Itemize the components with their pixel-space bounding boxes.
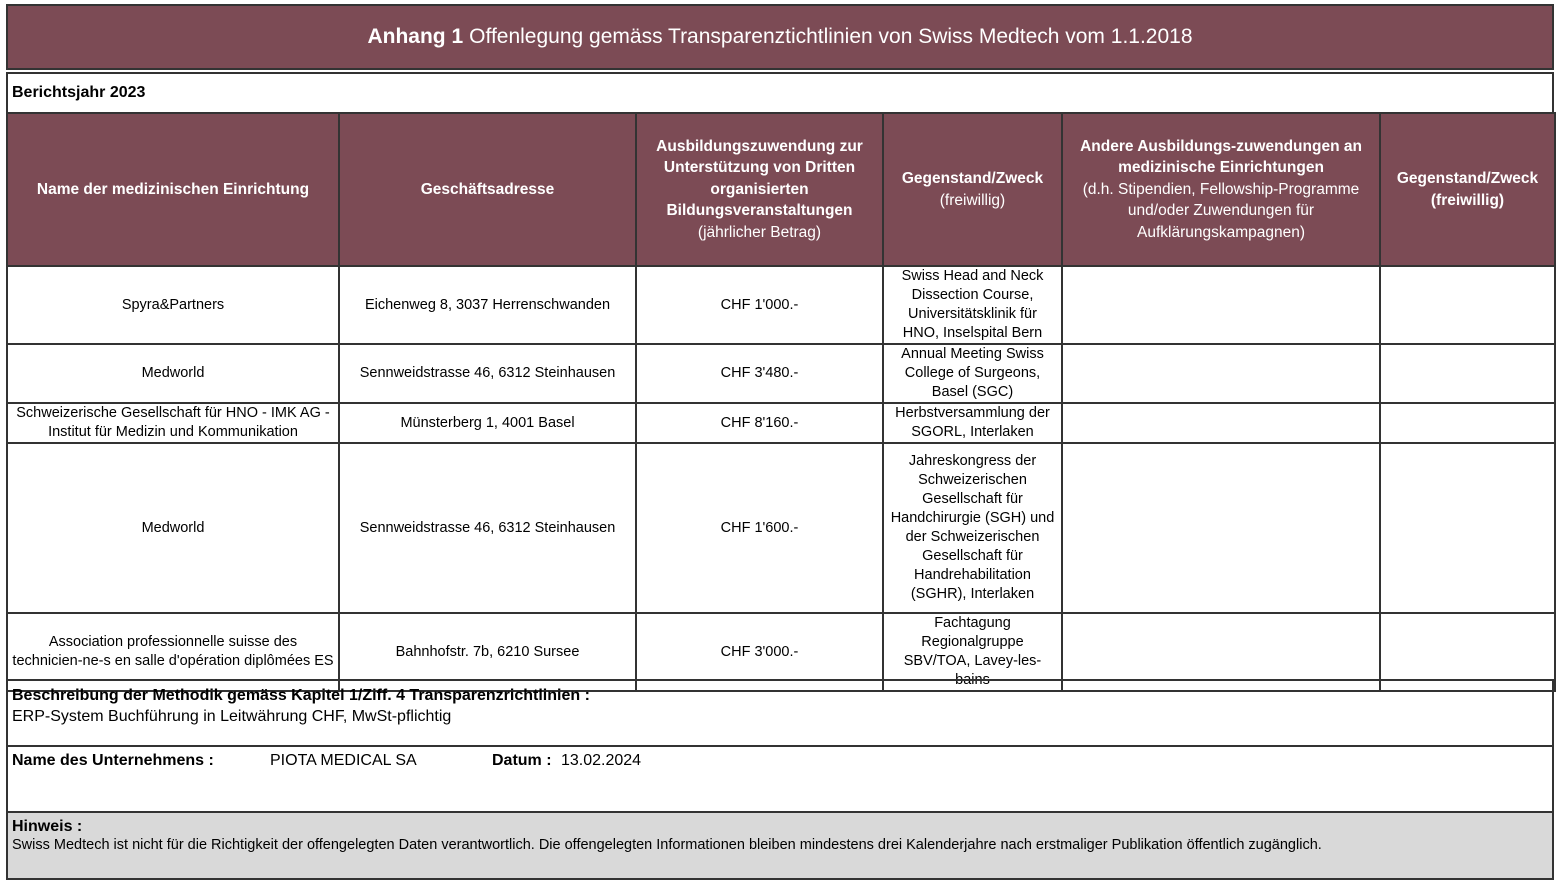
cell-other-purpose [1380, 344, 1555, 403]
company-name-value: PIOTA MEDICAL SA [270, 752, 417, 769]
page-title [6, 4, 1554, 70]
note-label: Hinweis : [12, 818, 83, 835]
date-value: 13.02.2024 [561, 752, 642, 769]
cell-address: Münsterberg 1, 4001 Basel [339, 403, 636, 443]
note-text: Swiss Medtech ist nicht für die Richtigkeit der offengelegten Daten verantwortlich. Die offengelegten Informationen bleiben mindestens drei Kalenderjahre nach erstmaliger Publikation öffentlich zugänglich. [12, 837, 1322, 853]
table-row [7, 266, 1555, 344]
cell-other [1062, 403, 1380, 443]
cell-address: Sennweidstrasse 46, 6312 Steinhausen [339, 344, 636, 403]
cell-other [1062, 443, 1380, 613]
table-row [7, 344, 1555, 403]
cell-purpose: Herbstversammlung der SGORL, Interlaken [883, 403, 1062, 443]
cell-name: Spyra&Partners [7, 266, 339, 344]
date-label: Datum : [492, 752, 552, 769]
column-header-other: Andere Ausbildungs-zuwendungen an medizinische Einrichtungen (d.h. Stipendien, Fellowship-Programme und/oder Zuwendungen für Aufklärungskampagnen) [1062, 113, 1380, 266]
column-header-amount: Ausbildungszuwendung zur Unterstützung von Dritten organisierten Bildungsveranstaltungen (jährlicher Betrag) [636, 113, 883, 266]
cell-amount: CHF 3'000.- [636, 613, 883, 691]
cell-other [1062, 344, 1380, 403]
column-header-name: Name der medizinischen Einrichtung [7, 113, 339, 266]
cell-amount: CHF 3'480.- [636, 344, 883, 403]
table-row [7, 443, 1555, 613]
company-name-label: Name des Unternehmens : [12, 752, 214, 769]
cell-amount: CHF 1'600.- [636, 443, 883, 613]
cell-address: Eichenweg 8, 3037 Herrenschwanden [339, 266, 636, 344]
cell-amount: CHF 8'160.- [636, 403, 883, 443]
column-header-address: Geschäftsadresse [339, 113, 636, 266]
cell-other-purpose [1380, 443, 1555, 613]
column-header-purpose: Gegenstand/Zweck (freiwillig) [883, 113, 1062, 266]
methodology-text: ERP-System Buchführung in Leitwährung CHF, MwSt-pflichtig [12, 708, 452, 725]
cell-purpose: Annual Meeting Swiss College of Surgeons, Basel (SGC) [883, 344, 1062, 403]
cell-amount: CHF 1'000.- [636, 266, 883, 344]
cell-name: Medworld [7, 344, 339, 403]
disclosure-table [6, 112, 1556, 692]
cell-address: Sennweidstrasse 46, 6312 Steinhausen [339, 443, 636, 613]
methodology-section [6, 679, 1554, 747]
company-section [6, 745, 1554, 813]
disclosure-sheet [6, 4, 1554, 880]
cell-other-purpose [1380, 403, 1555, 443]
title-rest: Offenlegung gemäss Transparenztichtlinien von Swiss Medtech vom 1.1.2018 [469, 25, 1193, 48]
cell-purpose: Swiss Head and Neck Dissection Course, Universitätsklinik für HNO, Inselspital Bern [883, 266, 1062, 344]
cell-name: Association professionnelle suisse des technicien-ne-s en salle d'opération diplômées ES [7, 613, 339, 691]
methodology-label: Beschreibung der Methodik gemäss Kapitel 1/Ziff. 4 Transparenzrichtlinien : [12, 687, 590, 704]
cell-name: Schweizerische Gesellschaft für HNO - IMK AG - Institut für Medizin und Kommunikation [7, 403, 339, 443]
cell-name: Medworld [7, 443, 339, 613]
report-year: Berichtsjahr 2023 [6, 72, 1554, 114]
title-bold: Anhang 1 [367, 25, 464, 48]
table-row [7, 403, 1555, 443]
cell-purpose: Jahreskongress der Schweizerischen Gesellschaft für Handchirurgie (SGH) und der Schweizerischen Gesellschaft für Handrehabilitation (SGHR), Interlaken [883, 443, 1062, 613]
note-section [6, 811, 1554, 880]
cell-other-purpose [1380, 266, 1555, 344]
table-header-row [7, 113, 1555, 266]
cell-other [1062, 266, 1380, 344]
cell-purpose: Fachtagung Regionalgruppe SBV/TOA, Lavey-les-bains [883, 613, 1062, 691]
cell-address: Bahnhofstr. 7b, 6210 Sursee [339, 613, 636, 691]
column-header-other-purpose: Gegenstand/Zweck (freiwillig) [1380, 113, 1555, 266]
